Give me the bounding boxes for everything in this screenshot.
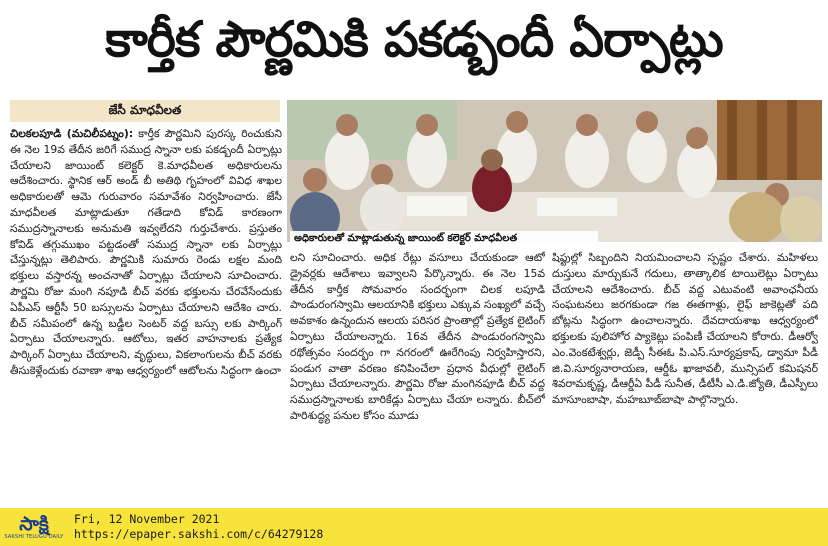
meeting-photo [287, 100, 822, 242]
publication-date: Fri, 12 November 2021 [74, 512, 220, 526]
epaper-link[interactable]: https://epaper.sakshi.com/c/64279128 [74, 527, 324, 541]
byline: జేసీ మాధవీలత [10, 100, 280, 122]
logo-mark: సాక్షి [19, 512, 49, 535]
sakshi-logo [4, 510, 64, 544]
article-text-1: కార్తీక పౌర్ణమిని పురస్క రించుకుని ఈ నెల 19వ తేదీన జరిగే సముద్ర స్నానా లకు పకడ్బందీ ఏర్పాట్లు చేయాలని జాయింట్ కలెక్టర్ కె.మాధవీలత అధికారులను ఆదేశించారు. స్థానిక ఆర్ అండ్ బీ అతిథి గృహంలో వివిధ శాఖల అధికారులతో ఆమె గురువారం సమావేశం నిర్వహించారు. జేసీ మాధవీలత మాట్లాడుతూ గతేడాది కోవిడ్ కారణంగా సముద్రస్నానాలకు అనుమతి ఇవ్వలేదని గుర్తుచేశారు. ప్రస్తుతం కోవిడ్ తగ్గుముఖం పట్టడంతో సముద్ర స్నానా లకు ఏర్పాట్లు చేస్తున్నట్లు తెలిపారు. పౌర్ణమికి సుమారు రెండు లక్షల మంది భక్తులు వస్తారన్న అంచనాతో ఏర్పాట్లు చేయాలని సూచించారు. పౌర్ణమి రోజు మంగి నపూడి బీచ్ వరకు భక్తులను చేరవేసేందుకు ఏపీఎస్ ఆర్టీసీ 50 బస్సులను ఏర్పాటు చేయాలని ఆదేశిం చారు. బీచ్ సమీపంలో ఉన్న బడ్డీల సెంటర్ వద్ద బస్సు లకు పార్కింగ్ ఏర్పాటు చేయాలన్నారు. ఆటోలు, ఇతర వాహనాలకు ప్రత్యేక పార్కింగ్ ఏర్పాటు చేయాలని, వృద్ధులు, వికలాంగులను బీచ్ వరకు తీసుకెళ్లేందుకు రవాణా శాఖ ఆధ్వర్యంలో ఆటోలను సిద్ధంగా ఉంచా [10, 127, 282, 377]
logo-subtitle: SAKSHI TELUGU DAILY [4, 533, 64, 540]
article-column-1 [10, 126, 282, 498]
article-column-2: లని సూచించారు. అధిక రేట్లు వసూలు చేయకుండా ఆటో డ్రైవర్లకు ఆదేశాలు ఇవ్వాలని పేర్కొన్నారు. ఈ నెల 15వ తేదీన కార్తీక సోమవారం సందర్భంగా చిలక లపూడి పాండురంగస్వామి ఆలయానికి భక్తులు ఎక్కువ సంఖ్యలో వచ్చే అవకాశం ఉన్నందున ఆలయ పరిసర ప్రాంతాల్లో ప్రత్యేక లైటింగ్ ఏర్పాటు చేయాలన్నారు. 16వ తేదీన పాండురంగస్వామి రథోత్సవం సందర్భం గా నగరంలో ఊరేగింపు నిర్వహిస్తారని, పండుగ వాతా వరణం కనిపించేలా ప్రధాన వీధుల్లో లైటింగ్ ఏర్పాటు చేయాలన్నారు. పౌర్ణమి రోజు మంగినపూడి బీచ్ వద్ద సముద్రస్నానాలకు బారికేడ్లు ఏర్పాటు చేయా లన్నారు. బీచ్‌లో పారిశుద్ధ్య పనుల కోసం మూడు [290, 251, 545, 422]
photo-caption: అధికారులతో మాట్లాడుతున్న జాయింట్ కలెక్టర్ మాధవీలత [290, 231, 598, 249]
headline: కార్తీక పౌర్ణమికి పకడ్బందీ ఏర్పాట్లు [105, 10, 723, 68]
dateline: చిలకలపూడి (మచిలీపట్నం): [10, 127, 134, 140]
article-column-3: షిఫ్టుల్లో సిబ్బందిని నియమించాలని స్పష్టం చేశారు. మహిళలు దుస్తులు మార్చుకునే గదులు, తాత్కాలిక టాయిలెట్లు ఏర్పాటు చేయాలని ఆదేశించారు. బీచ్ వద్ద ఎటువంటి అవాంఛనీయ సంఘటనలు జరగకుండా గజ ఈతగాళ్లు, లైఫ్ జాకెట్లతో పది బోట్లను సిద్ధంగా ఉంచాలన్నారు. దేవదాయశాఖ ఆధ్వర్యంలో భక్తులకు పులిహోర ప్యాకెట్లు పంపిణీ చేయాలని కోరారు. డీఆర్వో ఎం.వెంకటేశ్వర్లు, జెడ్పీ సీఈఓ పి.ఎస్.సూర్యప్రకాష్, డ్వామా పీడీ జి.వి.సూర్యనారాయణ, ఆర్డీఓ ఖాజావలీ, మున్సిపల్ కమిషనర్ శివరామకృష్ణ, డీఆర్డీఏ పీడీ సునీత, డీటీసీ ఎ.డి.జ్యోతి, డీఎస్పీలు మాసూంబాషా, మహబూబ్‌బాషా పాల్గొన్నారు. [552, 251, 818, 407]
footer-bar [0, 508, 828, 546]
meeting-photo-illustration [287, 100, 822, 242]
footer-meta [74, 512, 323, 542]
